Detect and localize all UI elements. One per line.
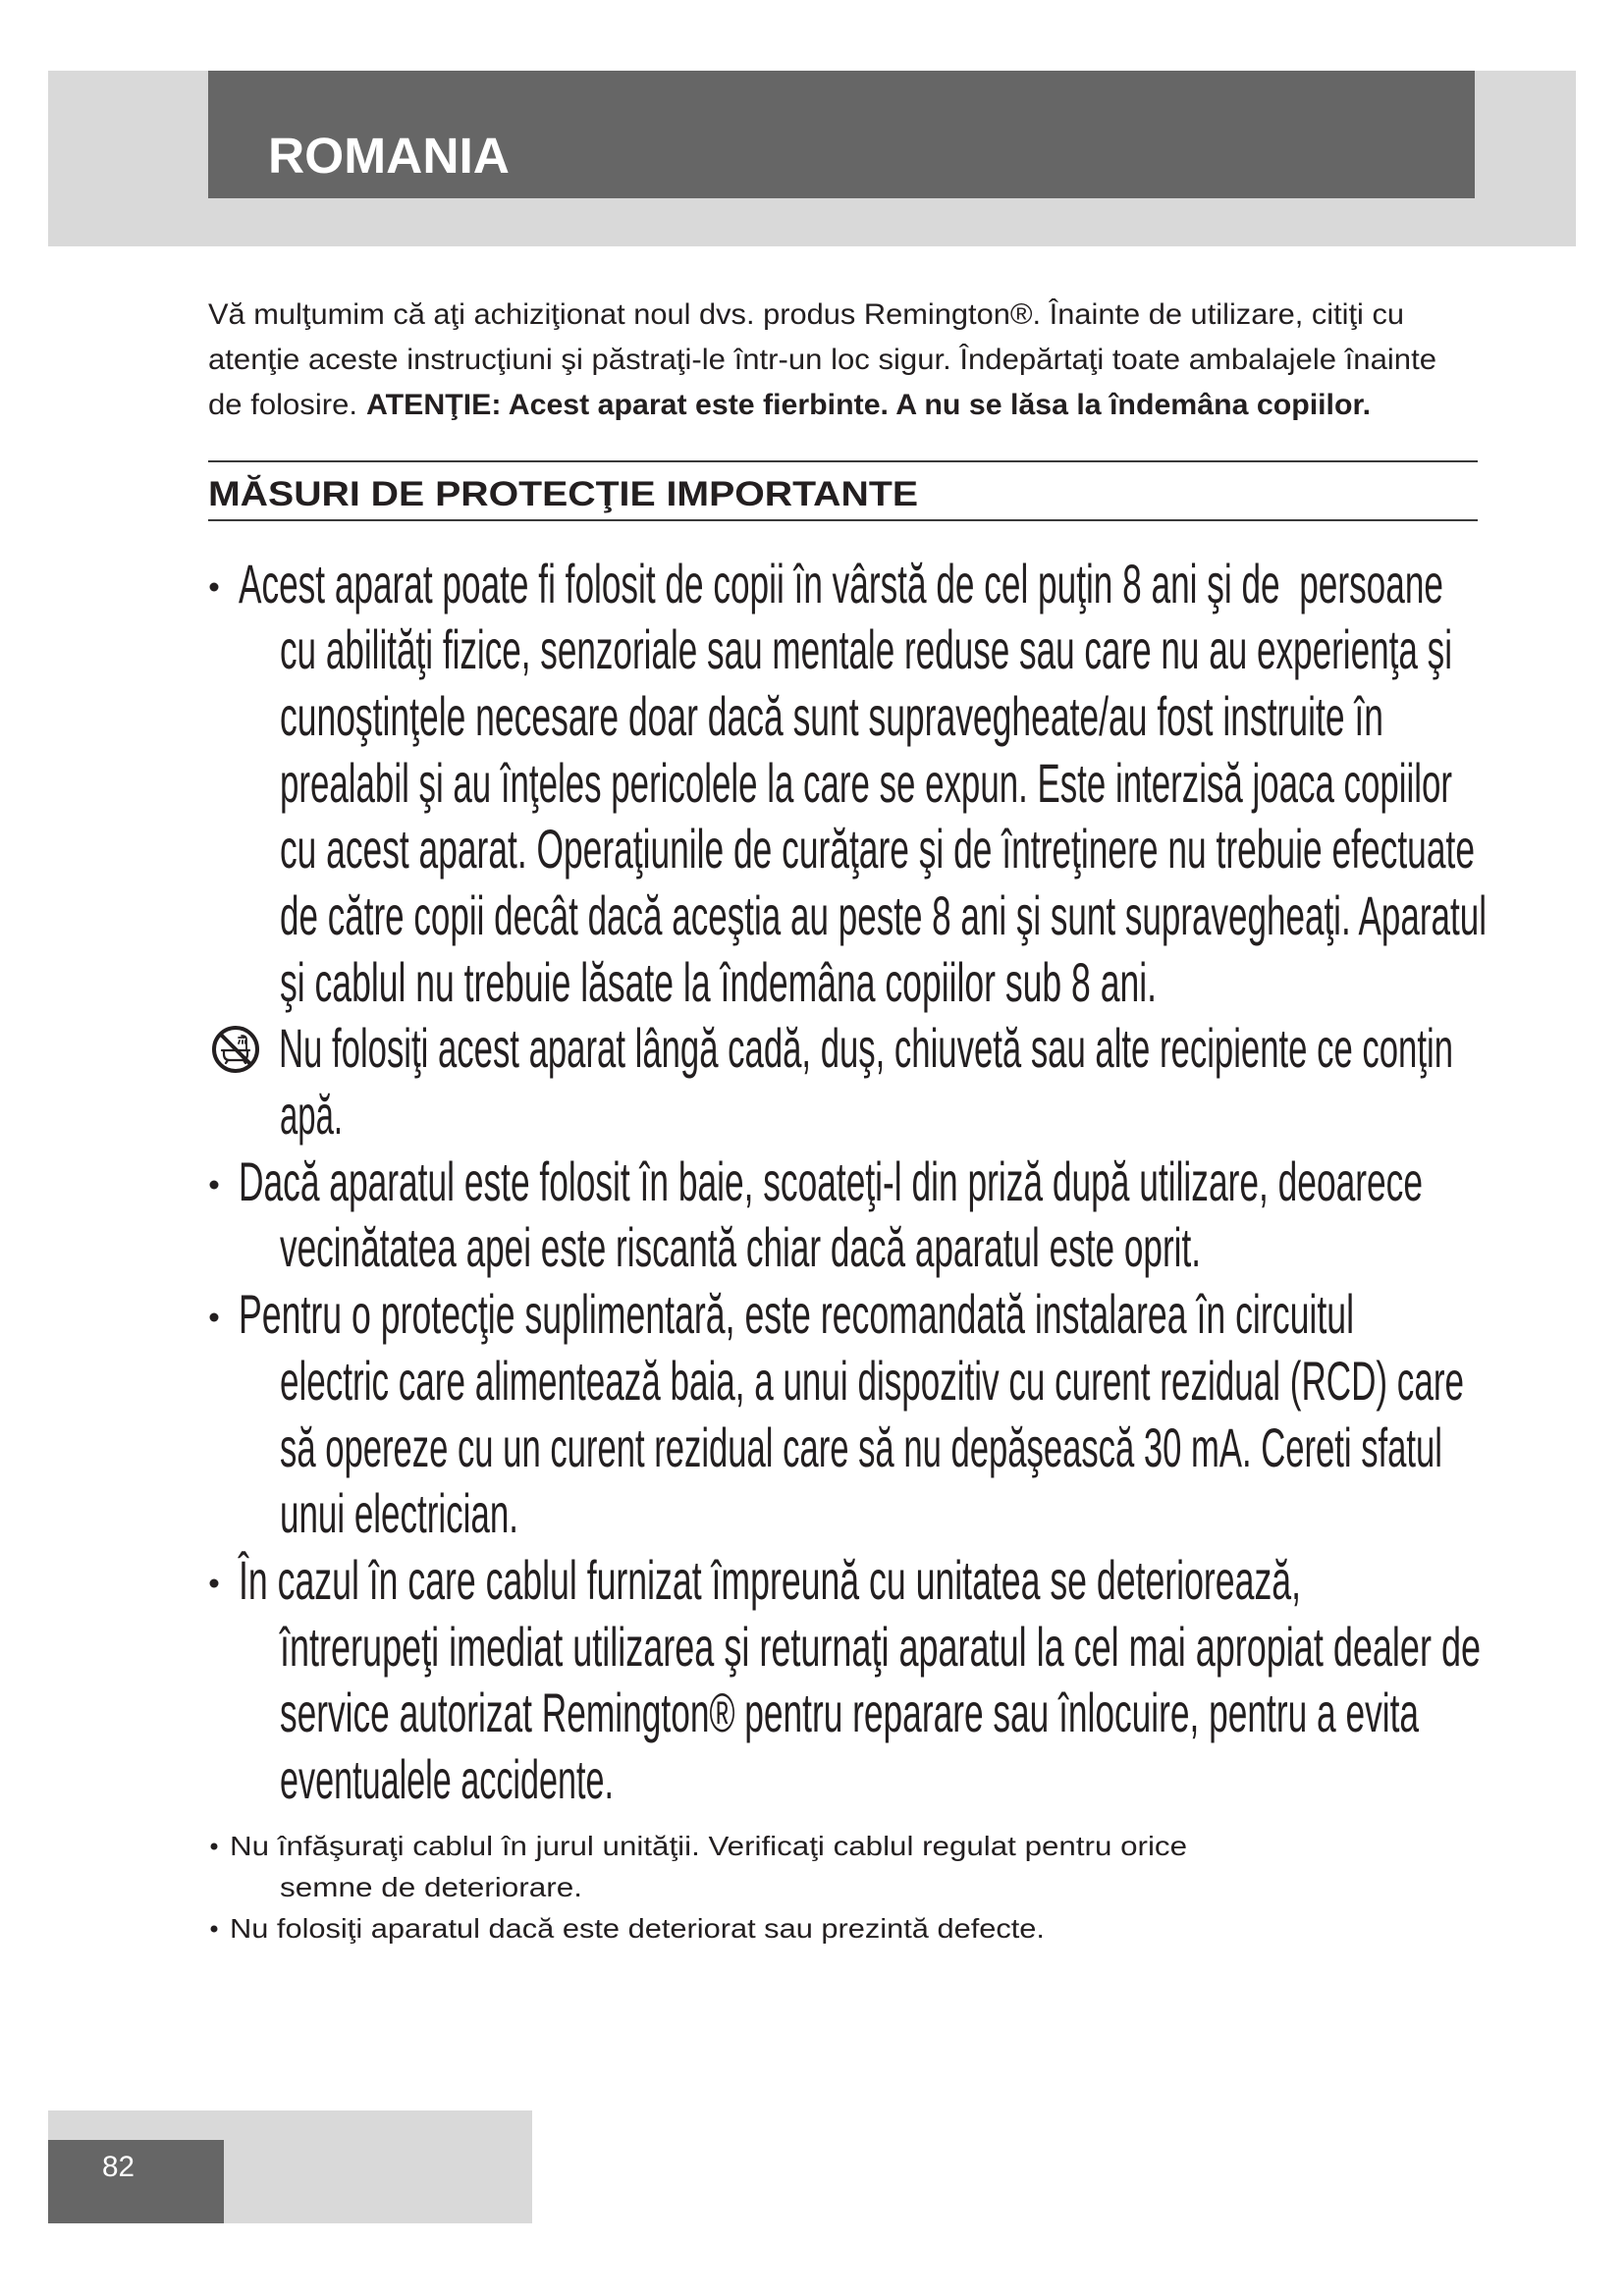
shower-head-shape [239,1036,246,1050]
list-item-line: În cazul în care cablul furnizat împreună cu unitatea se deteriorează, [237,1549,1301,1611]
list-item-line: Nu înfăşuraţi cablul în jurul unităţii. Verificaţi cablul regulat pentru orice [230,1831,1187,1861]
list-item-line: de către copii decât dacă aceştia au peste 8 ani şi sunt supravegheaţi. Aparatul [280,884,1487,946]
list-item-line: apă. [280,1084,343,1146]
list-item-line: Dacă aparatul este folosit în baie, scoateţi-l din priză după utilizare, deoarece [239,1150,1423,1212]
list-item-line: să opereze cu un curent rezidual care să nu depăşească 30 mA. Cereti sfatul [280,1416,1442,1478]
list-item-line: şi cablul nu trebuie lăsate la îndemâna copiilor sub 8 ani. [280,951,1157,1013]
list-item-line: semne de deteriorare. [280,1872,582,1902]
list-item-line: întrerupeţi imediat utilizarea şi returnaţi aparatul la cel mai apropiat dealer de [278,1616,1482,1678]
list-item-line: unui electrician. [280,1482,518,1544]
list-item [210,1283,1465,1544]
hot-appliance-warning: ATENŢIE: Acest aparat este fierbinte. A nu se lăsa la îndemâna copiilor. [366,389,1371,421]
list-item [210,1549,1482,1810]
bullet-marker [211,1843,218,1850]
intro-paragraph [208,298,1436,421]
bullet-marker [210,583,219,592]
no-bathtub-icon [214,1028,257,1071]
language-title: ROMANIA [268,128,510,184]
intro-line: Vă mulţumim că aţi achiziţionat noul dvs. produs Remington®. Înainte de utilizare, citiţi cu [208,298,1404,331]
intro-line: atenţie aceste instrucţiuni şi păstraţi-le într-un loc sigur. Îndepărtaţi toate ambalajele înainte [208,344,1436,376]
list-item-line: Pentru o protecţie suplimentară, este recomandată instalarea în circuitul [239,1283,1354,1345]
list-item [211,1831,1188,1902]
list-item-line: service autorizat Remington® pentru reparare sau înlocuire, pentru a evita [280,1682,1420,1743]
list-item-line: cu abilităţi fizice, senzoriale sau mentale reduse sau care nu au experienţa şi [280,618,1452,680]
page-number-box [48,2140,224,2223]
list-item [210,1150,1424,1278]
bullet-marker [210,1579,219,1588]
list-item-line: Nu folosiţi acest aparat lângă cadă, duş, chiuvetă sau alte recipiente ce conţin [279,1017,1453,1079]
page-number: 82 [102,2151,135,2183]
list-item-line: eventualele accidente. [280,1748,614,1810]
list-item-line: prealabil şi au înţeles pericolele la care se expun. Este interzisă joaca copiilor [280,752,1452,814]
section-heading-text: MĂSURI DE PROTECŢIE IMPORTANTE [208,475,918,513]
safety-list [210,553,1488,1810]
notes-list [211,1831,1188,1944]
page-number-footer [48,2110,532,2223]
bullet-marker [211,1926,218,1933]
list-item [210,553,1488,1013]
list-item-line: electric care alimentează baia, a unui dispozitiv cu curent rezidual (RCD) care [280,1350,1464,1412]
list-item-line: vecinătatea apei este riscantă chiar dacă aparatul este oprit. [280,1216,1201,1278]
list-item-line: cunoştinţele necesare doar dacă sunt supravegheate/au fost instruite în [280,685,1383,747]
list-item-line: cu acest aparat. Operaţiunile de curăţare şi de întreţinere nu trebuie efectuate [280,818,1475,880]
bullet-marker [210,1313,219,1322]
list-item [211,1913,1046,1944]
header [48,71,1576,246]
bullet-marker [210,1181,219,1190]
list-item-line: Acest aparat poate fi folosit de copii în vârstă de cel puţin 8 ani şi de persoane [239,553,1443,614]
section-heading [208,461,1478,520]
list-item [214,1017,1453,1146]
intro-line: de folosire. [208,389,357,421]
list-item-line: Nu folosiţi aparatul dacă este deteriorat sau prezintă defecte. [230,1913,1045,1944]
